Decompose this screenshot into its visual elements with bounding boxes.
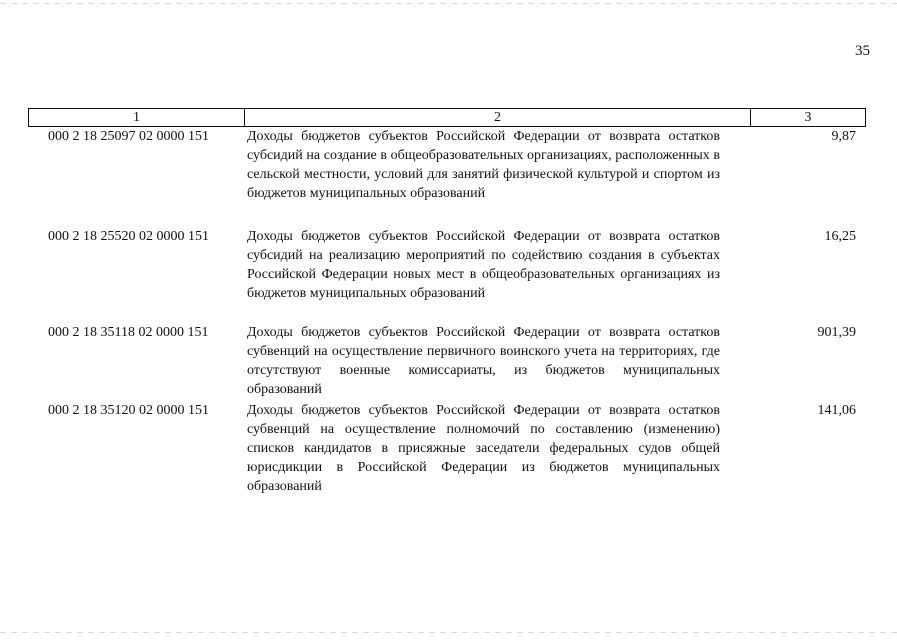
column-header-3: 3	[804, 110, 812, 125]
scan-edge-bottom	[0, 632, 897, 633]
budget-code: 000 2 18 35120 02 0000 151	[48, 403, 209, 418]
scan-edge-top	[0, 3, 897, 4]
amount-value: 16,25	[824, 229, 856, 244]
budget-code: 000 2 18 35118 02 0000 151	[48, 325, 209, 340]
column-header-1: 1	[29, 109, 245, 126]
amount-value: 141,06	[817, 403, 856, 418]
page-number: 35	[855, 43, 870, 59]
amount-value: 9,87	[831, 129, 856, 144]
income-description: Доходы бюджетов субъектов Российской Федерации от возврата остатков субвенций на осуществление первичного воинского учета на территориях, где отсутствуют военные комиссариаты, из бюджетов муниципальных образований	[247, 325, 720, 397]
column-header-2: 2	[245, 109, 751, 126]
income-description: Доходы бюджетов субъектов Российской Федерации от возврата остатков субсидий на создание в общеобразовательных организациях, расположенных в сельской местности, условий для занятий физической культурой и спортом из бюджетов муниципальных образований	[247, 129, 720, 201]
table-header	[28, 108, 866, 127]
income-description: Доходы бюджетов субъектов Российской Федерации от возврата остатков субсидий на реализацию мероприятий по содействию создания в субъектах Российской Федерации новых мест в общеобразовательных организациях из бюджетов муниципальных образований	[247, 229, 720, 301]
budget-code: 000 2 18 25097 02 0000 151	[48, 129, 209, 144]
income-description: Доходы бюджетов субъектов Российской Федерации от возврата остатков субвенций на осуществление полномочий по составлению (изменению) списков кандидатов в присяжные заседатели федеральных судов общей юрисдикции в Российской Федерации из бюджетов муниципальных образований	[247, 403, 720, 494]
budget-code: 000 2 18 25520 02 0000 151	[48, 229, 209, 244]
amount-value: 901,39	[817, 325, 856, 340]
